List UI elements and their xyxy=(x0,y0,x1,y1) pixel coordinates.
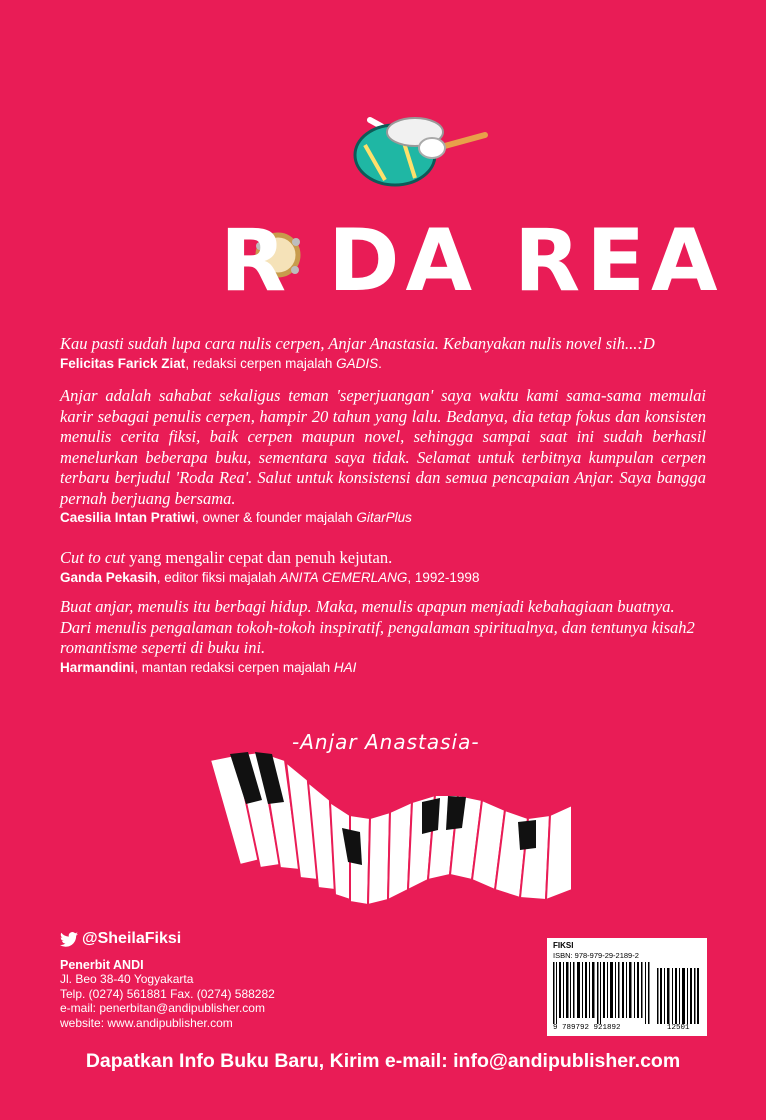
publisher-address: Jl. Beo 38-40 Yogyakarta xyxy=(60,972,194,986)
review-2-text: Anjar adalah sahabat sekaligus teman 'seperjuangan' saya waktu kami sama-sama memulai karir sebagai penulis cerpen, hampir 20 tahun yang lalu. Bedanya, dia tetap fokus dan konsisten menulis cerita fiksi, baik cerpen maupun novel, sehingga sampai saat ini sudah berhasil menelurkan beberapa buku, sementara saya tidak. Selamat untuk terbitnya kumpulan cerpen terbaru berjudul 'Roda Rea'. Salut untuk konsistensi dan semua pencapaian Anjar. Saya bangga pernah berjuang bersama. xyxy=(60,386,706,508)
twitter-handle-text: @SheilaFiksi xyxy=(82,930,182,947)
book-title-logo xyxy=(200,190,724,330)
barcode-addon-number: 12501 xyxy=(667,1024,690,1032)
review-2-publication: GitarPlus xyxy=(356,510,412,525)
review-3-text: yang mengalir cepat dan penuh kejutan. xyxy=(125,548,393,567)
drum-icon xyxy=(355,118,485,185)
review-4-role: , mantan redaksi cerpen majalah xyxy=(134,659,334,675)
review-2 xyxy=(60,386,706,527)
review-1-author: Felicitas Farick Ziat xyxy=(60,355,186,371)
review-4-publication: HAI xyxy=(333,659,357,675)
review-4-author: Harmandini xyxy=(60,659,135,675)
review-3-publication: ANITA CEMERLANG xyxy=(279,569,408,585)
review-1 xyxy=(60,334,706,373)
review-1-publication: GADIS xyxy=(336,355,379,371)
publisher-name: Penerbit ANDI xyxy=(60,958,144,972)
author-signature: -Anjar Anastasia- xyxy=(292,730,480,754)
piano-keys-illustration xyxy=(200,740,600,910)
publisher-website[interactable]: website: www.andipublisher.com xyxy=(60,1015,233,1030)
barcode-number: 9 789792 921892 xyxy=(553,1024,621,1032)
review-2-role: , owner & founder majalah xyxy=(195,510,357,525)
publisher-phone: Telp. (0274) 561881 Fax. (0274) 588282 xyxy=(60,986,275,1001)
twitter-bird-icon xyxy=(60,932,78,947)
review-3-italic: Cut to cut xyxy=(60,548,126,567)
footer-info: Dapatkan Info Buku Baru, Kirim e-mail: info@andipublisher.com xyxy=(85,1050,681,1072)
review-2-author: Caesilia Intan Pratiwi xyxy=(60,510,196,525)
twitter-handle[interactable] xyxy=(60,930,275,948)
review-1-suffix: . xyxy=(378,355,382,371)
publisher-info xyxy=(60,930,275,1030)
review-1-text: Kau pasti sudah lupa cara nulis cerpen, Anjar Anastasia. Kebanyakan nulis novel sih...:D xyxy=(60,334,655,353)
review-4-text: Buat anjar, menulis itu berbagi hidup. Maka, menulis apapun menjadi kebahagiaan buatnya. Dari menulis pengalaman tokoh-tokoh inspiratif, pengalaman spiritualnya, dan tentunya kisah2 romantisme seperti di buku ini. xyxy=(60,597,695,657)
publisher-email[interactable]: e-mail: penerbitan@andipublisher.com xyxy=(60,1001,265,1015)
isbn-barcode xyxy=(547,938,707,1036)
barcode-addon xyxy=(657,968,701,1024)
review-1-role: , redaksi cerpen majalah xyxy=(185,355,337,371)
review-3 xyxy=(60,548,706,587)
title-text: R DA REA xyxy=(220,211,724,311)
review-3-suffix: , 1992-1998 xyxy=(407,569,480,585)
review-3-author: Ganda Pekasih xyxy=(60,569,157,585)
review-4 xyxy=(60,597,706,677)
barcode-isbn: ISBN: 978-979-29-2189-2 xyxy=(553,951,639,960)
barcode-category: FIKSI xyxy=(553,941,574,950)
review-3-role: , editor fiksi majalah xyxy=(156,569,280,585)
barcode-main xyxy=(553,962,651,1024)
